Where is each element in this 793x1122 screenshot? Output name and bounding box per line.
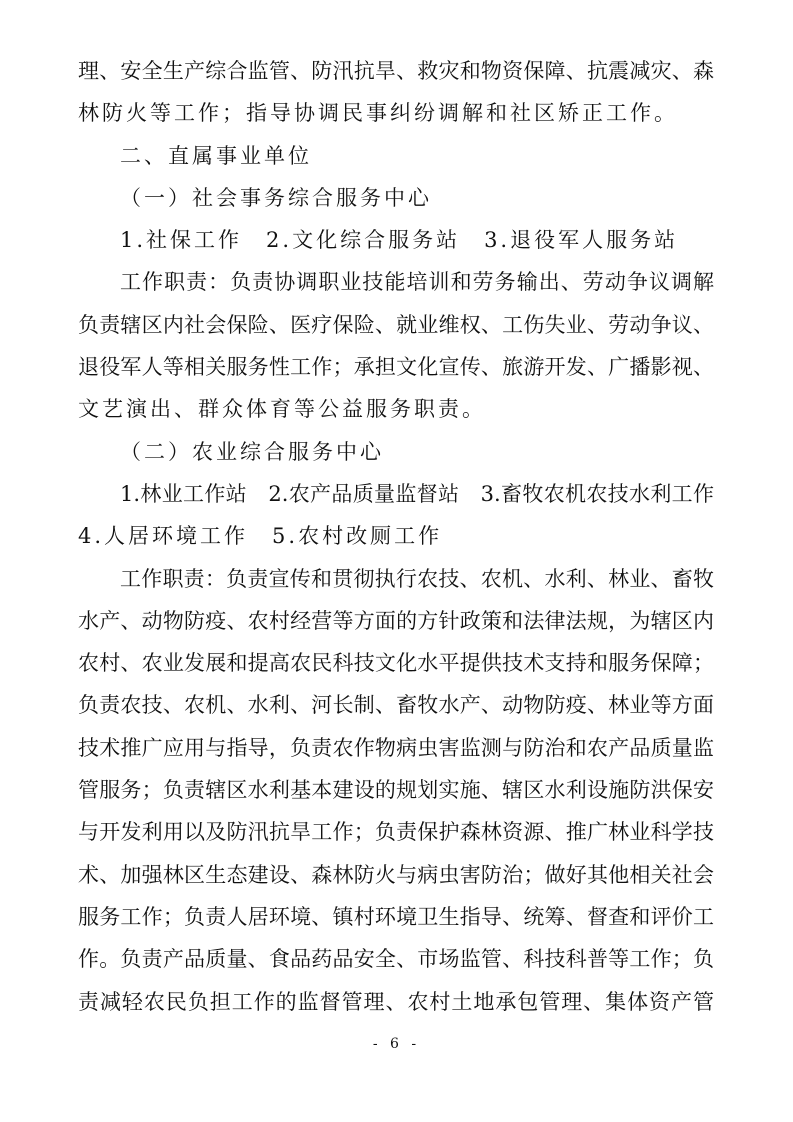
text-line: （二）农业综合服务中心 (120, 439, 384, 464)
text-line: 工作职责：负责宣传和贯彻执行农技、农机、水利、林业、畜牧 (120, 566, 714, 591)
text-line: 文艺演出、群众体育等公益服务职责。 (78, 397, 486, 422)
page-number: - 6 - (372, 1036, 421, 1052)
text-line: 与开发利用以及防汛抗旱工作；负责保护森林资源、推广林业科学技 (78, 820, 714, 845)
text-line: 术、加强林区生态建设、森林防火与病虫害防治；做好其他相关社会 (78, 862, 714, 887)
text-line: 理、安全生产综合监管、防汛抗旱、救灾和物资保障、抗震减灾、森 (78, 59, 714, 83)
text-line: 1.林业工作站 2.农产品质量监督站 3.畜牧农机农技水利工作 (120, 481, 714, 506)
text-line: 技术推广应用与指导，负责农作物病虫害监测与防治和农产品质量监 (78, 735, 714, 760)
text-line: 管服务；负责辖区水利基本建设的规划实施、辖区水利设施防洪保安 (78, 778, 714, 803)
text-line: 林防火等工作；指导协调民事纠纷调解和社区矫正工作。 (78, 101, 678, 126)
text-line: 水产、动物防疫、农村经营等方面的方针政策和法律法规，为辖区内 (78, 608, 714, 633)
text-line: 服务工作；负责人居环境、镇村环境卫生指导、统筹、督查和评价工 (78, 904, 714, 929)
text-line: 4.人居环境工作 5.农村改厕工作 (78, 524, 443, 549)
text-line: 农村、农业发展和提高农民科技文化水平提供技术支持和服务保障； (78, 651, 714, 676)
text-line: 二、直属事业单位 (120, 143, 312, 168)
document-body (78, 50, 714, 1023)
text-line: 退役军人等相关服务性工作；承担文化宣传、旅游开发、广播影视、 (78, 355, 714, 380)
text-line: 1.社保工作 2.文化综合服务站 3.退役军人服务站 (120, 228, 679, 253)
text-line: 作。负责产品质量、食品药品安全、市场监管、科技科普等工作；负 (78, 947, 714, 972)
text-line: （一）社会事务综合服务中心 (120, 185, 432, 210)
text-line: 负责农技、农机、水利、河长制、畜牧水产、动物防疫、林业等方面 (78, 693, 714, 718)
text-line: 负责辖区内社会保险、医疗保险、就业维权、工伤失业、劳动争议、 (78, 312, 714, 337)
text-line: 责减轻农民负担工作的监督管理、农村土地承包管理、集体资产管 (78, 989, 714, 1014)
text-line: 工作职责：负责协调职业技能培训和劳务输出、劳动争议调解 (120, 270, 714, 295)
